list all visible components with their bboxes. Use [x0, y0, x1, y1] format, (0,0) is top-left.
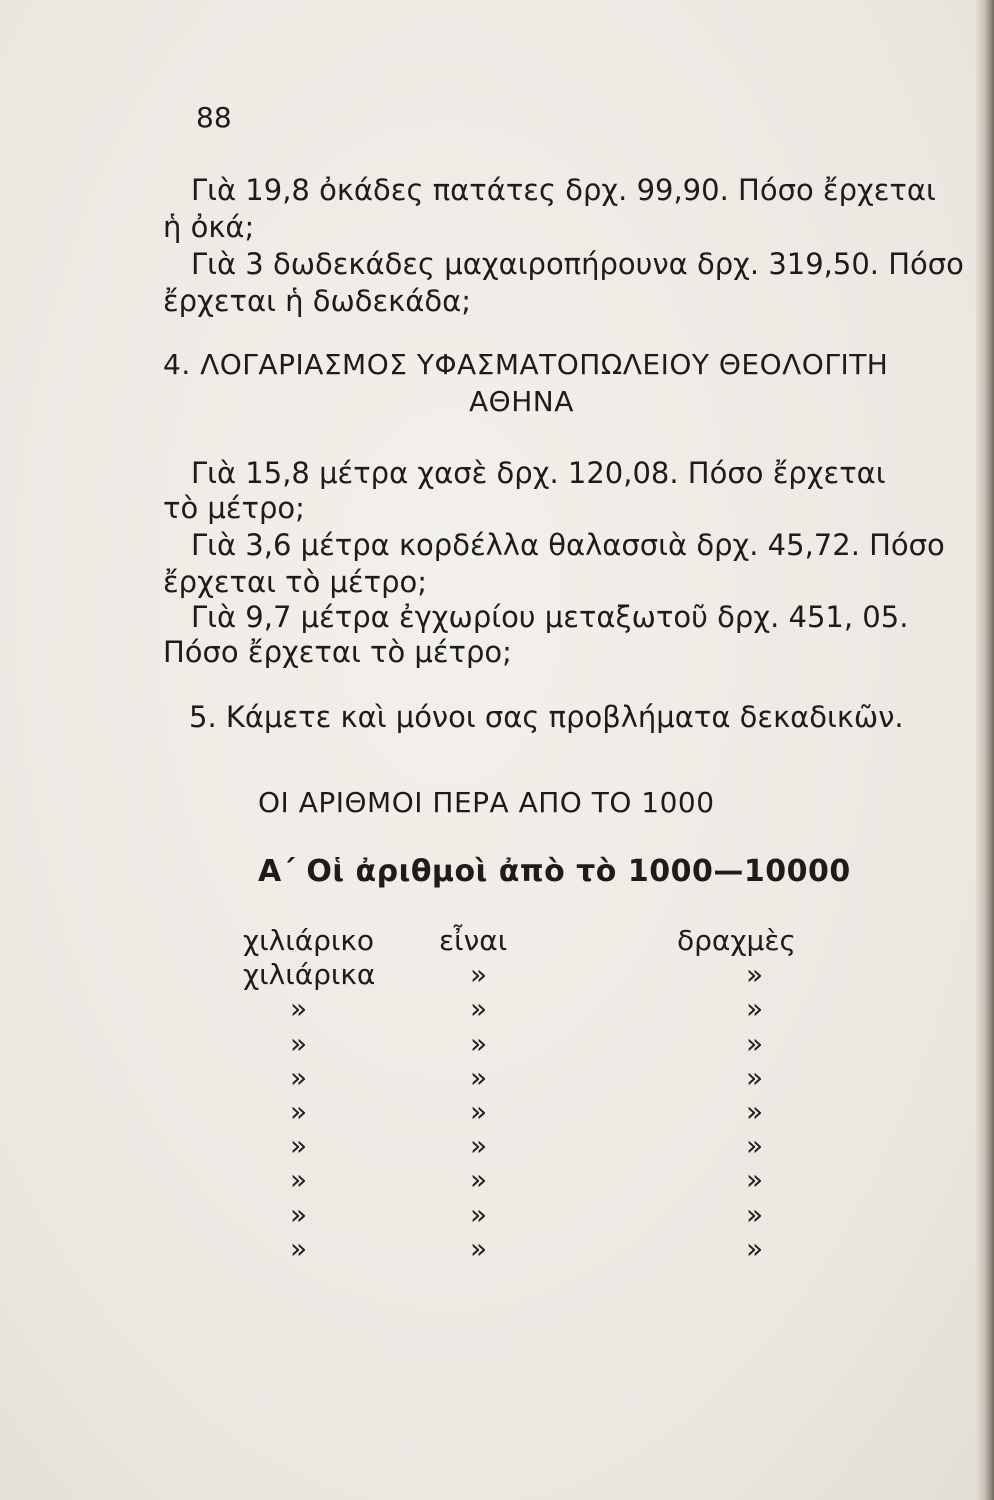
problem-line: Γιὰ 3,6 μέτρα κορδέλλα θαλασσιὰ δρχ. 45,72. Πόσο [191, 528, 945, 562]
table-cell-unit: » [290, 1197, 308, 1231]
table-cell-unit: χιλιάρικο [243, 924, 375, 957]
table-cell-unit: » [290, 1129, 308, 1163]
table-cell-verb: » [470, 1129, 488, 1163]
chapter-title: ΟΙ ΑΡΙΘΜΟΙ ΠΕΡΑ ΑΠΟ ΤΟ 1000 [258, 786, 715, 819]
table-cell-verb: » [470, 1060, 488, 1094]
section-5-text: 5. Κάμετε καὶ μόνοι σας προβλήματα δεκαδικῶν. [189, 700, 904, 734]
table-cell-currency: » [746, 1197, 764, 1231]
page-number: 88 [196, 101, 232, 134]
table-cell-unit: » [290, 1231, 308, 1265]
table-cell-verb: » [470, 1197, 488, 1231]
table-cell-unit: » [290, 992, 308, 1026]
section-4-title: 4. ΛΟΓΑΡΙΑΣΜΟΣ ΥΦΑΣΜΑΤΟΠΩΛΕΙΟΥ ΘΕΟΛΟΓΙΤΗ [163, 348, 889, 381]
table-cell-verb: » [470, 1231, 488, 1265]
table-cell-unit: χιλιάρικα [243, 958, 376, 992]
chapter-subtitle: Α΄ Οἱ ἀριθμοὶ ἀπὸ τὸ 1000—10000 [258, 854, 851, 889]
table-cell-currency: » [746, 1129, 764, 1163]
table-cell-currency: » [746, 1026, 764, 1060]
table-cell-currency: » [746, 1231, 764, 1265]
table-cell-verb: » [470, 992, 488, 1026]
table-cell-currency: δραχμὲς [677, 924, 796, 957]
problem-line: ἡ ὀκά; [163, 210, 255, 244]
table-cell-currency: » [746, 992, 764, 1026]
problem-line: ἔρχεται τὸ μέτρο; [163, 565, 428, 599]
table-cell-unit: » [290, 1026, 308, 1060]
table-cell-currency: » [746, 1060, 764, 1094]
table-cell-verb: εἶναι [439, 924, 508, 957]
problem-line: Γιὰ 3 δωδεκάδες μαχαιροπήρουνα δρχ. 319,50. Πόσο [191, 247, 964, 281]
problem-line: Γιὰ 9,7 μέτρα ἐγχωρίου μεταξωτοῦ δρχ. 451, 05. [191, 600, 909, 634]
table-cell-verb: » [470, 1026, 488, 1060]
problem-line: Γιὰ 15,8 μέτρα χασὲ δρχ. 120,08. Πόσο ἔρχεται [191, 456, 886, 490]
table-cell-verb: » [470, 1163, 488, 1197]
table-cell-verb: » [470, 958, 488, 992]
book-spine-shadow [976, 0, 994, 1500]
problem-line: τὸ μέτρο; [163, 491, 305, 525]
table-cell-unit: » [290, 1060, 308, 1094]
table-cell-currency: » [746, 1095, 764, 1128]
table-cell-verb: » [470, 1095, 488, 1128]
table-cell-currency: » [746, 958, 764, 992]
table-cell-currency: » [746, 1163, 764, 1197]
problem-line: Γιὰ 19,8 ὀκάδες πατάτες δρχ. 99,90. Πόσο ἔρχεται [191, 173, 936, 207]
table-cell-unit: » [290, 1163, 308, 1197]
section-4-title-city: ΑΘΗΝΑ [469, 385, 574, 418]
problem-line: ἔρχεται ἡ δωδεκάδα; [163, 284, 471, 318]
problem-line: Πόσο ἔρχεται τὸ μέτρο; [163, 635, 512, 669]
table-cell-unit: » [290, 1095, 308, 1128]
